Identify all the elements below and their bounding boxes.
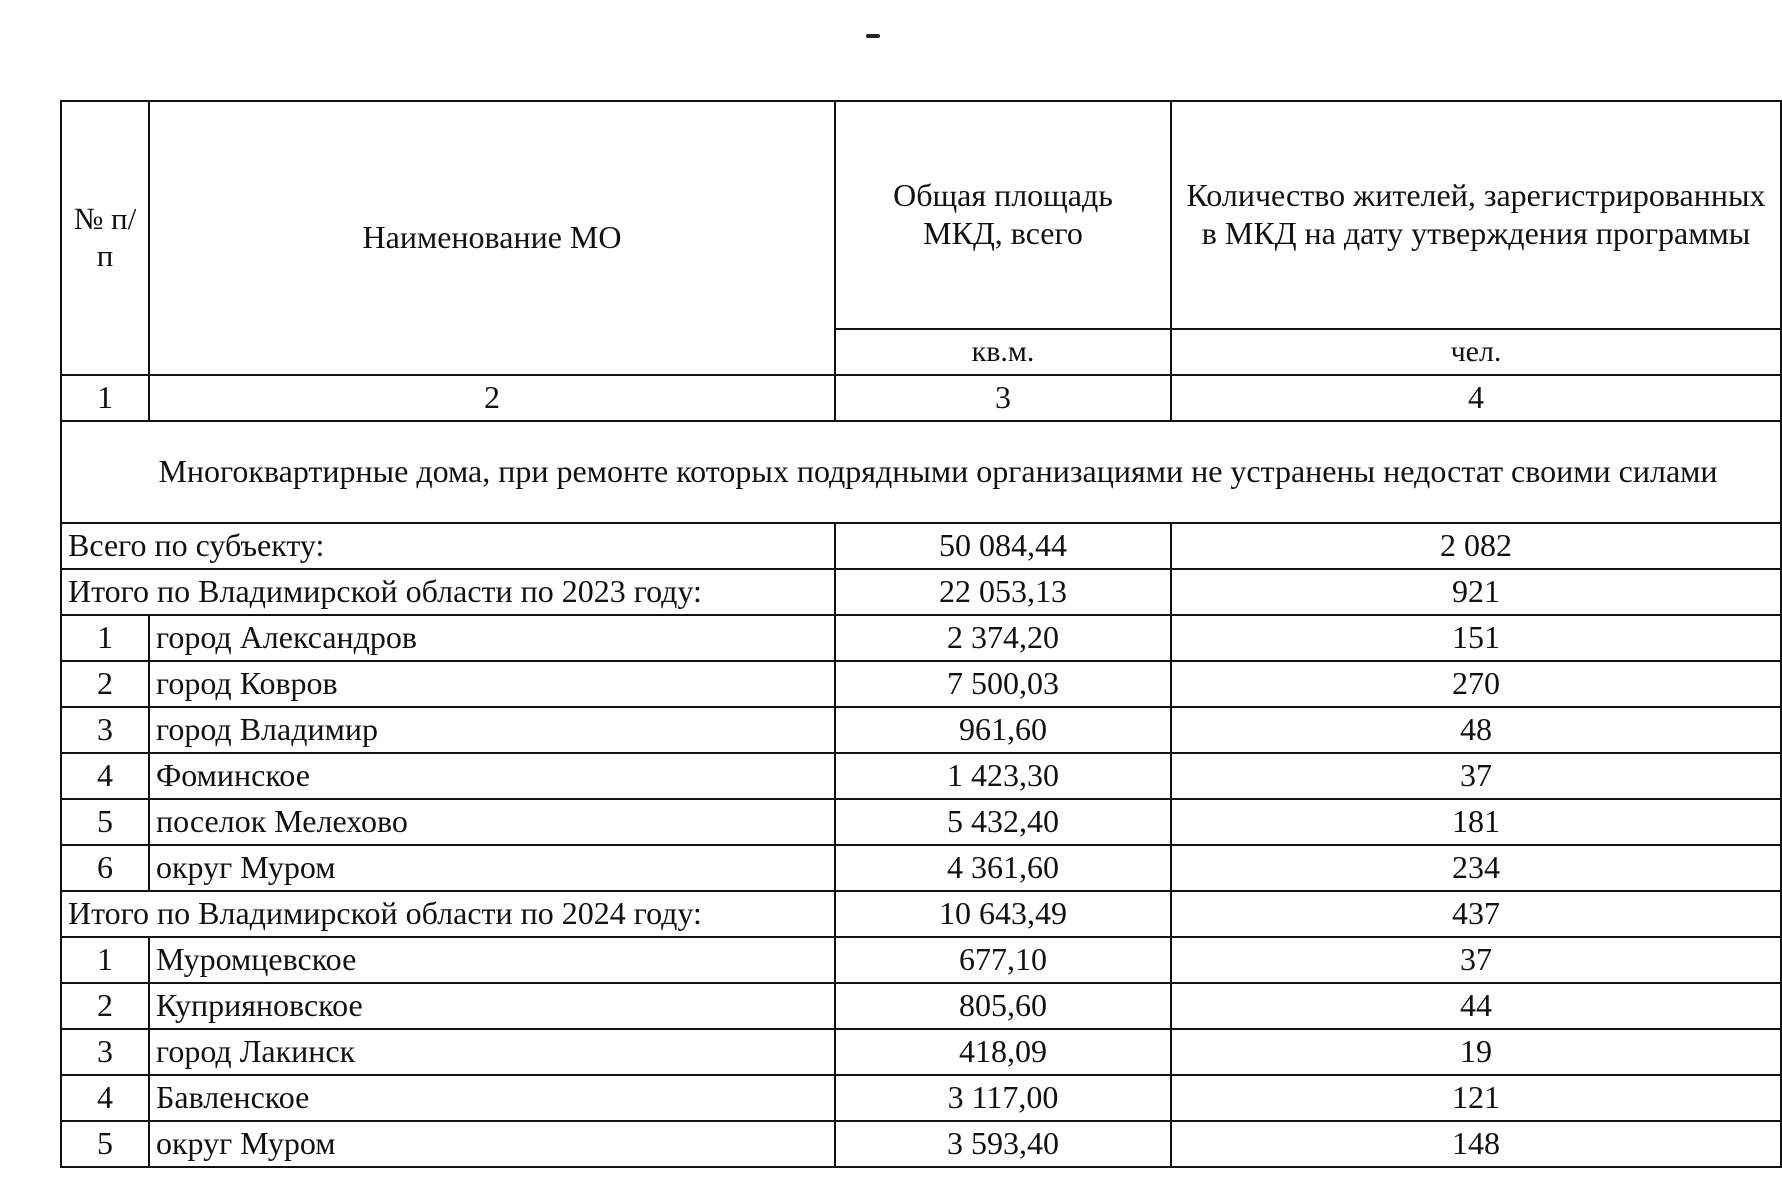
row-area: 961,60 [835,707,1171,753]
row-mo-name: город Ковров [149,661,835,707]
group-total-row [61,891,1781,937]
row-number: 2 [61,983,149,1029]
row-number: 3 [61,1029,149,1075]
row-residents: 181 [1171,799,1781,845]
row-area: 2 374,20 [835,615,1171,661]
group-total-residents: 437 [1171,891,1781,937]
row-number: 6 [61,845,149,891]
grand-total-residents: 2 082 [1171,523,1781,569]
row-area: 3 117,00 [835,1075,1171,1121]
row-area: 4 361,60 [835,845,1171,891]
table-row [61,615,1781,661]
grand-total-row [61,523,1781,569]
row-number: 5 [61,1121,149,1167]
row-number: 5 [61,799,149,845]
row-area: 1 423,30 [835,753,1171,799]
column-number-2: 2 [149,375,835,421]
group-total-label: Итого по Владимирской области по 2023 году: [61,569,835,615]
row-area: 7 500,03 [835,661,1171,707]
row-area: 805,60 [835,983,1171,1029]
table-row [61,845,1781,891]
row-area: 5 432,40 [835,799,1171,845]
column-number-4: 4 [1171,375,1781,421]
row-residents: 37 [1171,937,1781,983]
row-residents: 151 [1171,615,1781,661]
table-row [61,1121,1781,1167]
row-mo-name: Муромцевское [149,937,835,983]
section-row [61,421,1781,523]
column-number-3: 3 [835,375,1171,421]
unit-area: кв.м. [835,329,1171,375]
table-row [61,661,1781,707]
row-residents: 44 [1171,983,1781,1029]
row-number: 1 [61,615,149,661]
table-row [61,937,1781,983]
row-area: 677,10 [835,937,1171,983]
table-row [61,753,1781,799]
column-numbers-row [61,375,1781,421]
grand-total-label: Всего по субъекту: [61,523,835,569]
header-number: № п/п [61,101,149,375]
row-residents: 148 [1171,1121,1781,1167]
unit-residents: чел. [1171,329,1781,375]
row-mo-name: поселок Мелехово [149,799,835,845]
header-total-area: Общая площадь МКД, всего [835,101,1171,329]
row-mo-name: Куприяновское [149,983,835,1029]
row-residents: 121 [1171,1075,1781,1121]
mkd-table [60,100,1782,1168]
row-number: 2 [61,661,149,707]
group-total-label: Итого по Владимирской области по 2024 году: [61,891,835,937]
row-mo-name: Бавленское [149,1075,835,1121]
header-row [61,101,1781,329]
row-mo-name: округ Муром [149,1121,835,1167]
group-total-residents: 921 [1171,569,1781,615]
table-row [61,983,1781,1029]
header-mo-name: Наименование МО [149,101,835,375]
group-total-area: 10 643,49 [835,891,1171,937]
row-mo-name: город Лакинск [149,1029,835,1075]
row-mo-name: округ Муром [149,845,835,891]
header-residents: Количество жителей, зарегистрированных в МКД на дату утверждения программы [1171,101,1781,329]
row-residents: 37 [1171,753,1781,799]
row-number: 1 [61,937,149,983]
row-residents: 234 [1171,845,1781,891]
row-area: 3 593,40 [835,1121,1171,1167]
row-mo-name: город Александров [149,615,835,661]
row-mo-name: Фоминское [149,753,835,799]
table-row [61,799,1781,845]
row-number: 3 [61,707,149,753]
row-residents: 19 [1171,1029,1781,1075]
row-residents: 48 [1171,707,1781,753]
row-area: 418,09 [835,1029,1171,1075]
table-row [61,707,1781,753]
column-number-1: 1 [61,375,149,421]
section-title: Многоквартирные дома, при ремонте которых подрядными организациями не устранены недостат своими силами [61,421,1781,523]
group-total-area: 22 053,13 [835,569,1171,615]
table-row [61,1029,1781,1075]
row-number: 4 [61,1075,149,1121]
row-mo-name: город Владимир [149,707,835,753]
grand-total-area: 50 084,44 [835,523,1171,569]
row-number: 4 [61,753,149,799]
table-row [61,1075,1781,1121]
group-total-row [61,569,1781,615]
row-residents: 270 [1171,661,1781,707]
